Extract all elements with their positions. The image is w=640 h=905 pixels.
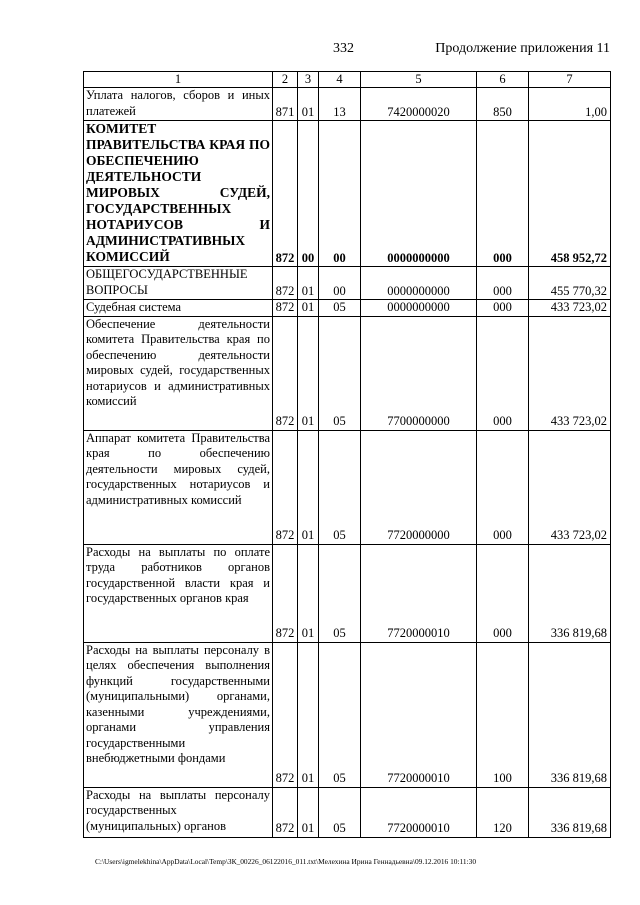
row-subsection-code: 05 (319, 544, 361, 642)
row-expense-type-code: 000 (477, 544, 529, 642)
row-ministry-code: 872 (273, 544, 298, 642)
row-target-item-code: 7720000010 (361, 787, 477, 837)
row-expense-type-code: 000 (477, 316, 529, 430)
row-target-item-code: 7720000010 (361, 642, 477, 787)
row-ministry-code: 872 (273, 300, 298, 317)
row-expense-type-code: 850 (477, 88, 529, 121)
row-name: Обеспечение деятельности комитета Правительства края по обеспечению деятельности мировых судей, государственных нотариусов и административных комиссий (84, 316, 273, 430)
row-section-code: 01 (298, 787, 319, 837)
row-subsection-code: 05 (319, 642, 361, 787)
row-amount: 336 819,68 (529, 787, 611, 837)
table-row (84, 267, 611, 300)
row-amount: 433 723,02 (529, 300, 611, 317)
column-header: 2 (273, 72, 298, 88)
row-ministry-code: 872 (273, 316, 298, 430)
budget-table (83, 71, 611, 838)
row-target-item-code: 7720000000 (361, 430, 477, 544)
row-target-item-code: 7700000000 (361, 316, 477, 430)
row-subsection-code: 05 (319, 316, 361, 430)
column-number-row (84, 72, 611, 88)
row-section-code: 01 (298, 88, 319, 121)
row-ministry-code: 872 (273, 121, 298, 267)
row-amount: 455 770,32 (529, 267, 611, 300)
row-name: ОБЩЕГОСУДАРСТВЕННЫЕ ВОПРОСЫ (84, 267, 273, 300)
table-row (84, 88, 611, 121)
row-ministry-code: 872 (273, 787, 298, 837)
row-expense-type-code: 100 (477, 642, 529, 787)
row-expense-type-code: 000 (477, 430, 529, 544)
table-row (84, 544, 611, 642)
row-amount: 433 723,02 (529, 316, 611, 430)
row-subsection-code: 13 (319, 88, 361, 121)
table-row (84, 430, 611, 544)
row-section-code: 01 (298, 642, 319, 787)
row-target-item-code: 0000000000 (361, 300, 477, 317)
page-header (0, 41, 640, 59)
column-header: 5 (361, 72, 477, 88)
row-amount: 458 952,72 (529, 121, 611, 267)
row-name: Аппарат комитета Правительства края по обеспечению деятельности мировых судей, государственных нотариусов и административных комиссий (84, 430, 273, 544)
row-subsection-code: 00 (319, 267, 361, 300)
column-header: 4 (319, 72, 361, 88)
column-header: 6 (477, 72, 529, 88)
table-row (84, 121, 611, 267)
row-section-code: 01 (298, 316, 319, 430)
row-target-item-code: 7420000020 (361, 88, 477, 121)
row-expense-type-code: 000 (477, 121, 529, 267)
row-name: Расходы на выплаты персоналу государственных (муниципальных) органов (84, 787, 273, 837)
row-section-code: 01 (298, 267, 319, 300)
row-section-code: 00 (298, 121, 319, 267)
row-section-code: 01 (298, 300, 319, 317)
row-ministry-code: 872 (273, 642, 298, 787)
page-number: 332 (333, 41, 354, 56)
table-row (84, 316, 611, 430)
row-subsection-code: 05 (319, 300, 361, 317)
table-row (84, 642, 611, 787)
row-expense-type-code: 000 (477, 300, 529, 317)
row-subsection-code: 00 (319, 121, 361, 267)
row-amount: 433 723,02 (529, 430, 611, 544)
row-section-code: 01 (298, 544, 319, 642)
column-header: 7 (529, 72, 611, 88)
row-target-item-code: 7720000010 (361, 544, 477, 642)
row-section-code: 01 (298, 430, 319, 544)
row-name: Судебная система (84, 300, 273, 317)
row-ministry-code: 872 (273, 430, 298, 544)
column-header: 3 (298, 72, 319, 88)
row-ministry-code: 872 (273, 267, 298, 300)
appendix-continuation-note: Продолжение приложения 11 (435, 41, 610, 56)
row-name: Расходы на выплаты по оплате труда работников органов государственной власти края и государственных органов края (84, 544, 273, 642)
row-subsection-code: 05 (319, 787, 361, 837)
row-amount: 1,00 (529, 88, 611, 121)
document-footer-path: C:\Users\igmelekhina\AppData\Local\Temp\ЗК_00226_06122016_011.txt\Мелехина Ирина Геннадьевна\09.12.2016 10:11:30 (95, 857, 477, 866)
row-amount: 336 819,68 (529, 544, 611, 642)
row-expense-type-code: 120 (477, 787, 529, 837)
row-target-item-code: 0000000000 (361, 121, 477, 267)
table-row (84, 300, 611, 317)
table-row (84, 787, 611, 837)
row-expense-type-code: 000 (477, 267, 529, 300)
row-amount: 336 819,68 (529, 642, 611, 787)
row-subsection-code: 05 (319, 430, 361, 544)
row-name: Расходы на выплаты персоналу в целях обеспечения выполнения функций государственными (муниципальными) органами, казенными учреждениями, органами управления государственными внебюджетными фондами (84, 642, 273, 787)
row-target-item-code: 0000000000 (361, 267, 477, 300)
row-ministry-code: 871 (273, 88, 298, 121)
row-name: Уплата налогов, сборов и иных платежей (84, 88, 273, 121)
row-name: КОМИТЕТ ПРАВИТЕЛЬСТВА КРАЯ ПО ОБЕСПЕЧЕНИЮ ДЕЯТЕЛЬНОСТИ МИРОВЫХ СУДЕЙ, ГОСУДАРСТВЕННЫХ НОТАРИУСОВ И АДМИНИСТРАТИВНЫХ КОМИССИЙ (84, 121, 273, 267)
column-header: 1 (84, 72, 273, 88)
